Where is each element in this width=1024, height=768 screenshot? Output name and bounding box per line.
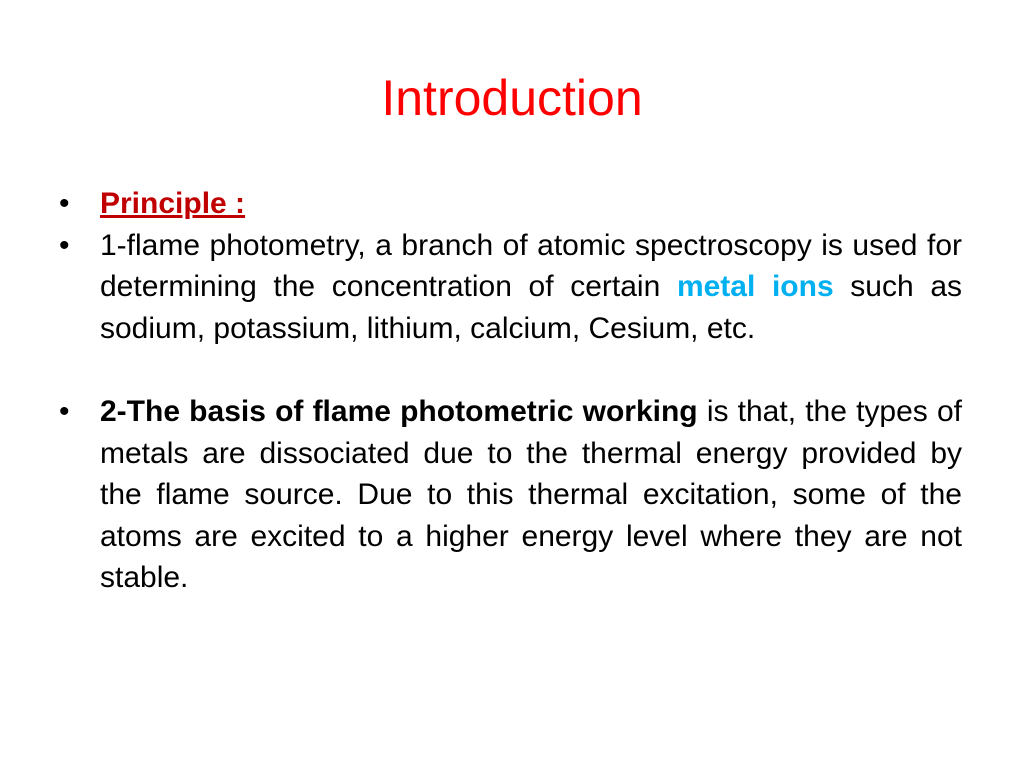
bullet-basis-of-working [56,391,962,599]
bullet-flame-photometry [56,225,962,350]
slide-content [56,183,962,599]
bullet-dot-icon: • [59,395,70,428]
bullet1-highlight-metal-ions: metal ions [676,270,834,303]
bullet-dot-icon: • [59,187,70,220]
bullet2-text-rest: is that, the types of metals are dissociated due to the thermal energy provided by the flame source. Due to this thermal excitation, some of the atoms are excited to a higher energy level where they are not stable. [100,395,962,594]
principle-heading: Principle : [100,187,246,220]
bullet-spacer [56,349,962,391]
slide-title: Introduction [381,70,643,126]
bullet-dot-icon: • [59,228,70,262]
bullet1-text-part1: 1-flame photometry, a branch of atomic spectroscopy is used for determining the concentration of certain [100,228,962,303]
bullet2-bold-lead: 2-The basis of flame photometric working [100,395,698,428]
bullet1-text-part2: such as sodium, potassium, lithium, calcium, Cesium, etc. [100,270,963,345]
bullet-principle [56,183,962,225]
